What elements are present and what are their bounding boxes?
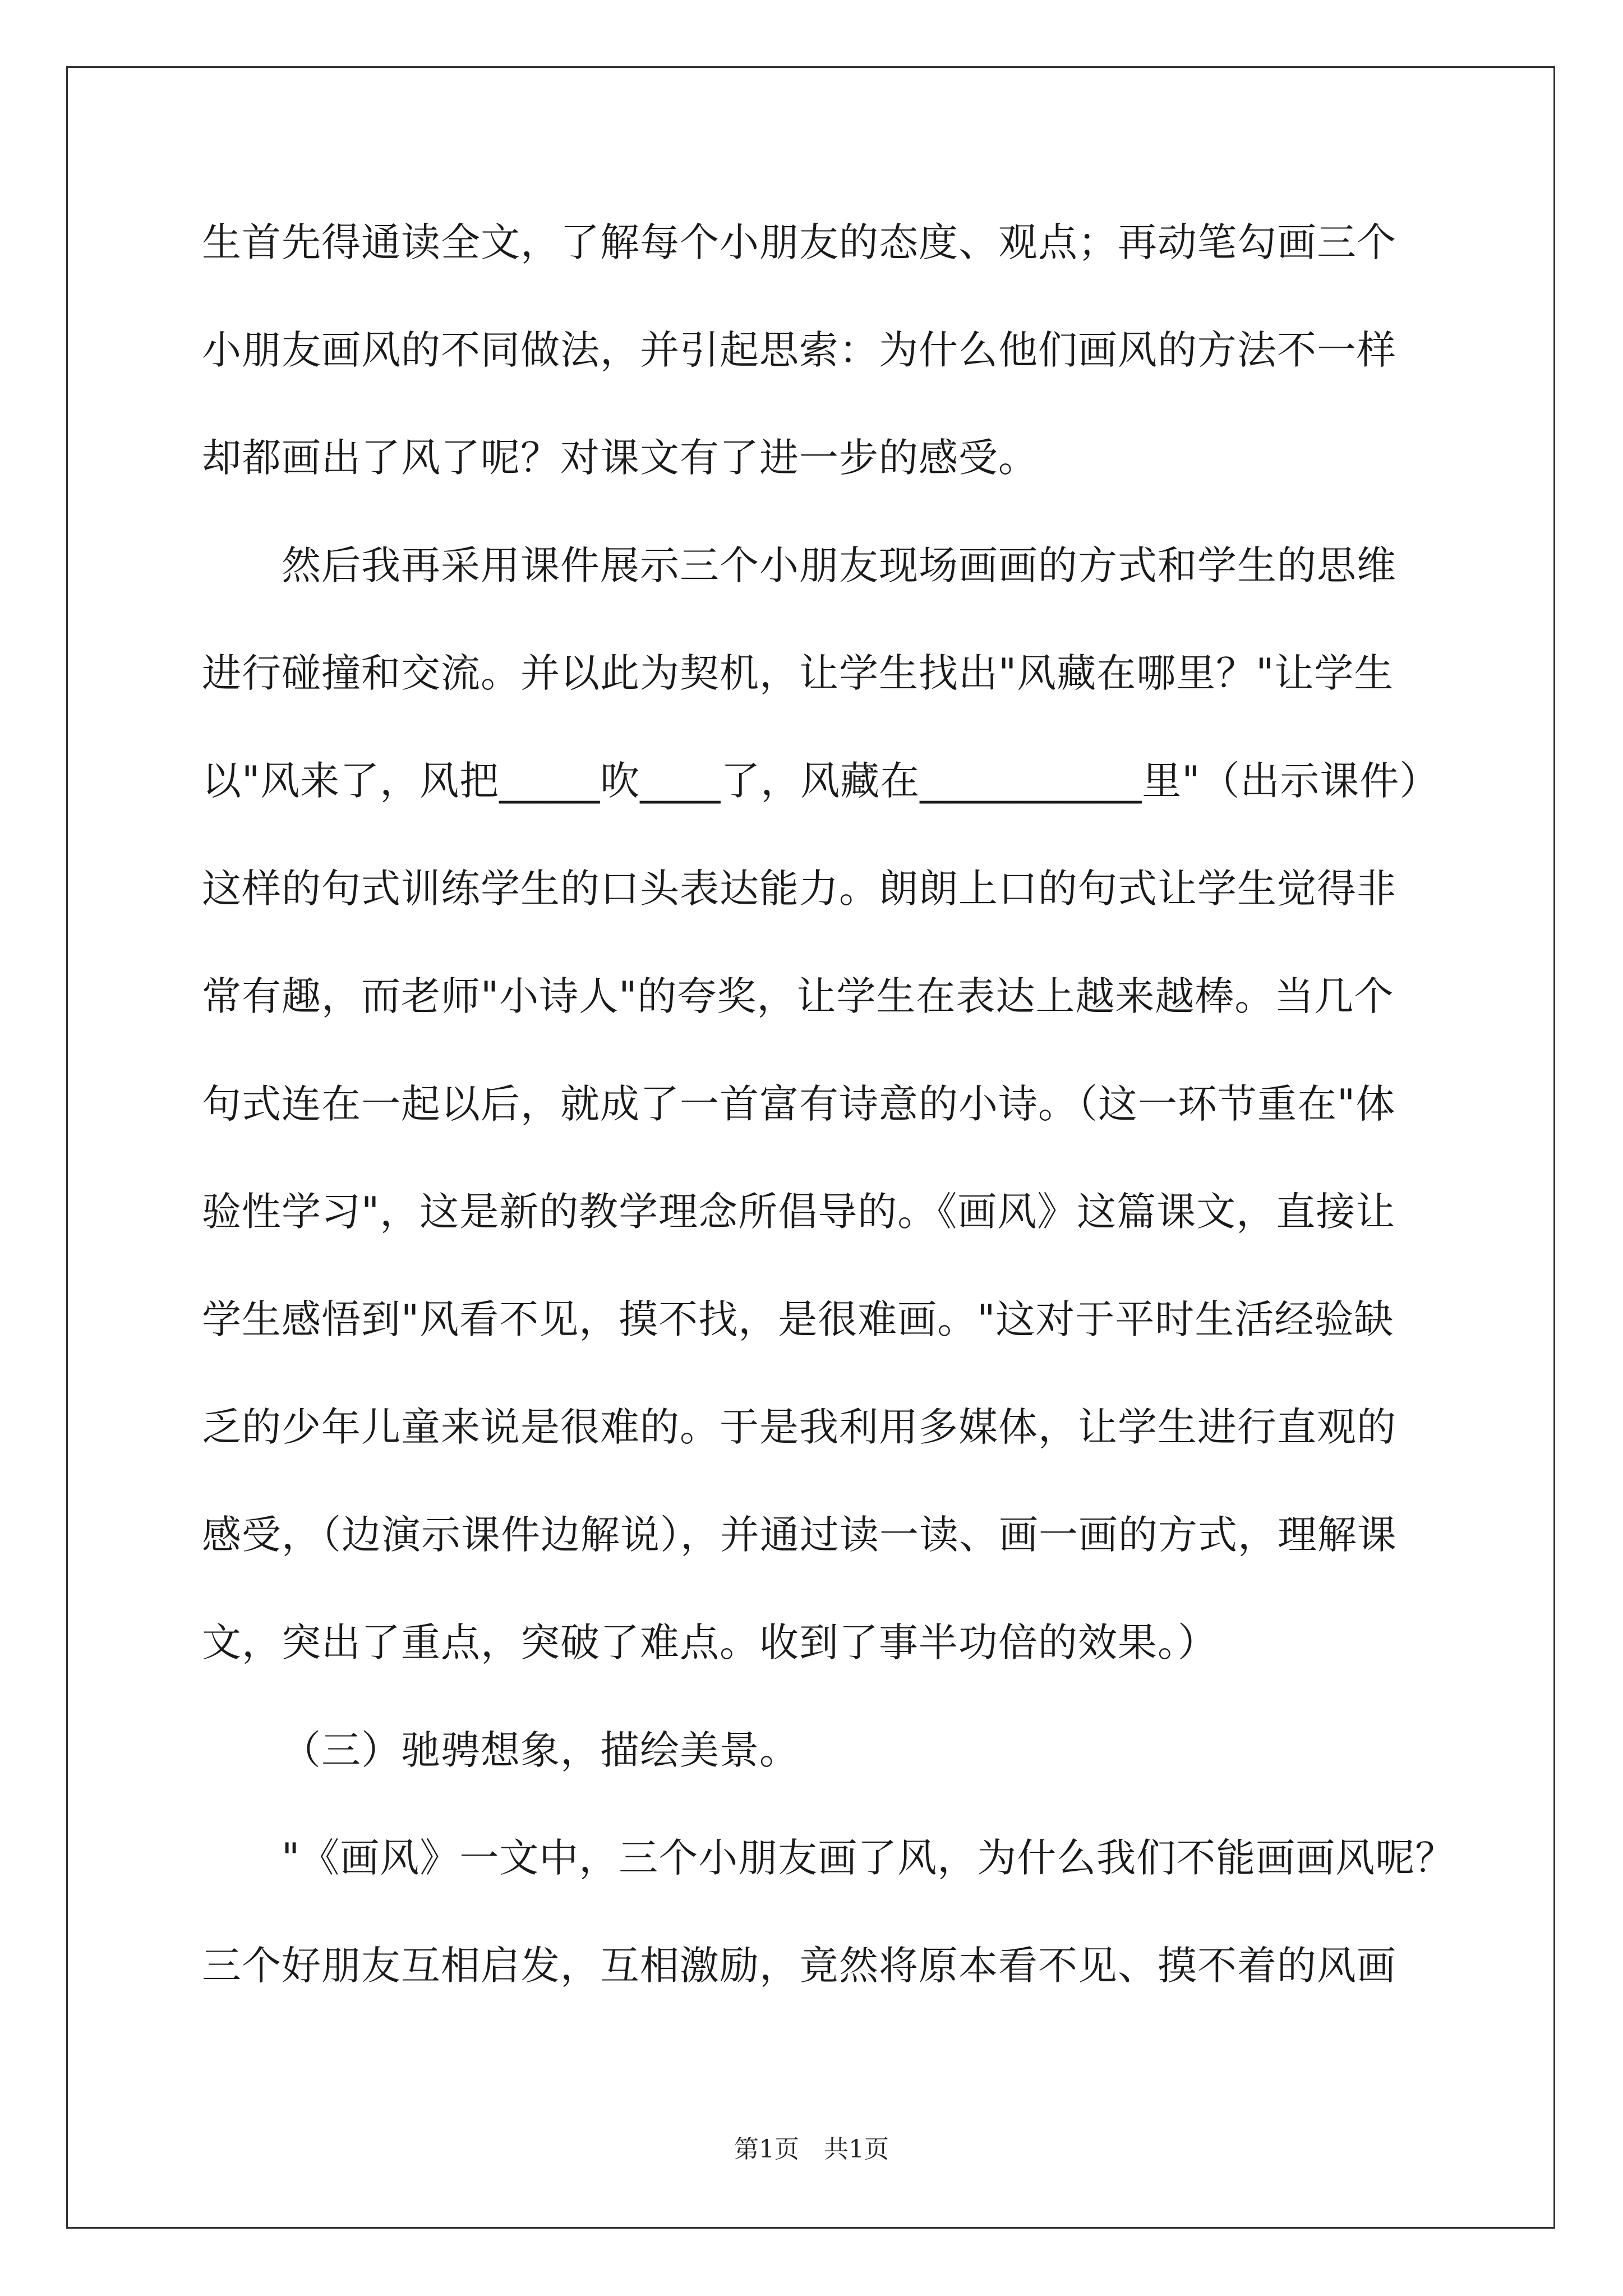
paragraph-start-line: "《画风》一文中，三个小朋友画了风，为什么我们不能画画风呢？ — [282, 1835, 1455, 1881]
text-line: 句式连在一起以后，就成了一首富有诗意的小诗。（这一环节重在"体 — [202, 1081, 1396, 1127]
text-line: 小朋友画风的不同做法，并引起思索：为什么他们画风的方法不一样 — [202, 327, 1396, 373]
text-line: 以"风来了，风把_____吹____了，风藏在___________里"（出示课件） — [202, 758, 1440, 804]
section-heading: （三）驰骋想象，描绘美景。 — [282, 1727, 799, 1773]
text-line: 进行碰撞和交流。并以此为契机，让学生找出"风藏在哪里？"让学生 — [202, 650, 1394, 696]
text-line: 文，突出了重点，突破了难点。收到了事半功倍的效果。） — [202, 1619, 1218, 1665]
text-line: 常有趣，而老师"小诗人"的夸奖，让学生在表达上越来越棒。当几个 — [202, 973, 1394, 1019]
text-line: 感受，（边演示课件边解说），并通过读一读、画一画的方式，理解课 — [202, 1512, 1397, 1558]
text-line: 验性学习"，这是新的教学理念所倡导的。《画风》这篇课文，直接让 — [202, 1189, 1396, 1235]
document-body — [202, 208, 1455, 2039]
text-line: 三个好朋友互相启发，互相激励，竟然将原本看不见、摸不着的风画 — [202, 1943, 1396, 1989]
text-line: 却都画出了风了呢？对课文有了进一步的感受。 — [202, 435, 1038, 481]
text-line: 乏的少年儿童来说是很难的。于是我利用多媒体，让学生进行直观的 — [202, 1404, 1396, 1450]
text-line: 这样的句式训练学生的口头表达能力。朗朗上口的句式让学生觉得非 — [202, 866, 1396, 912]
paragraph-start-line: 然后我再采用课件展示三个小朋友现场画画的方式和学生的思维 — [282, 542, 1396, 588]
text-line: 生首先得通读全文，了解每个小朋友的态度、观点；再动笔勾画三个 — [202, 219, 1396, 265]
text-line: 学生感悟到"风看不见，摸不找，是很难画。"这对于平时生活经验缺 — [202, 1296, 1394, 1342]
page-footer: 第1页 共1页 — [734, 2135, 889, 2164]
